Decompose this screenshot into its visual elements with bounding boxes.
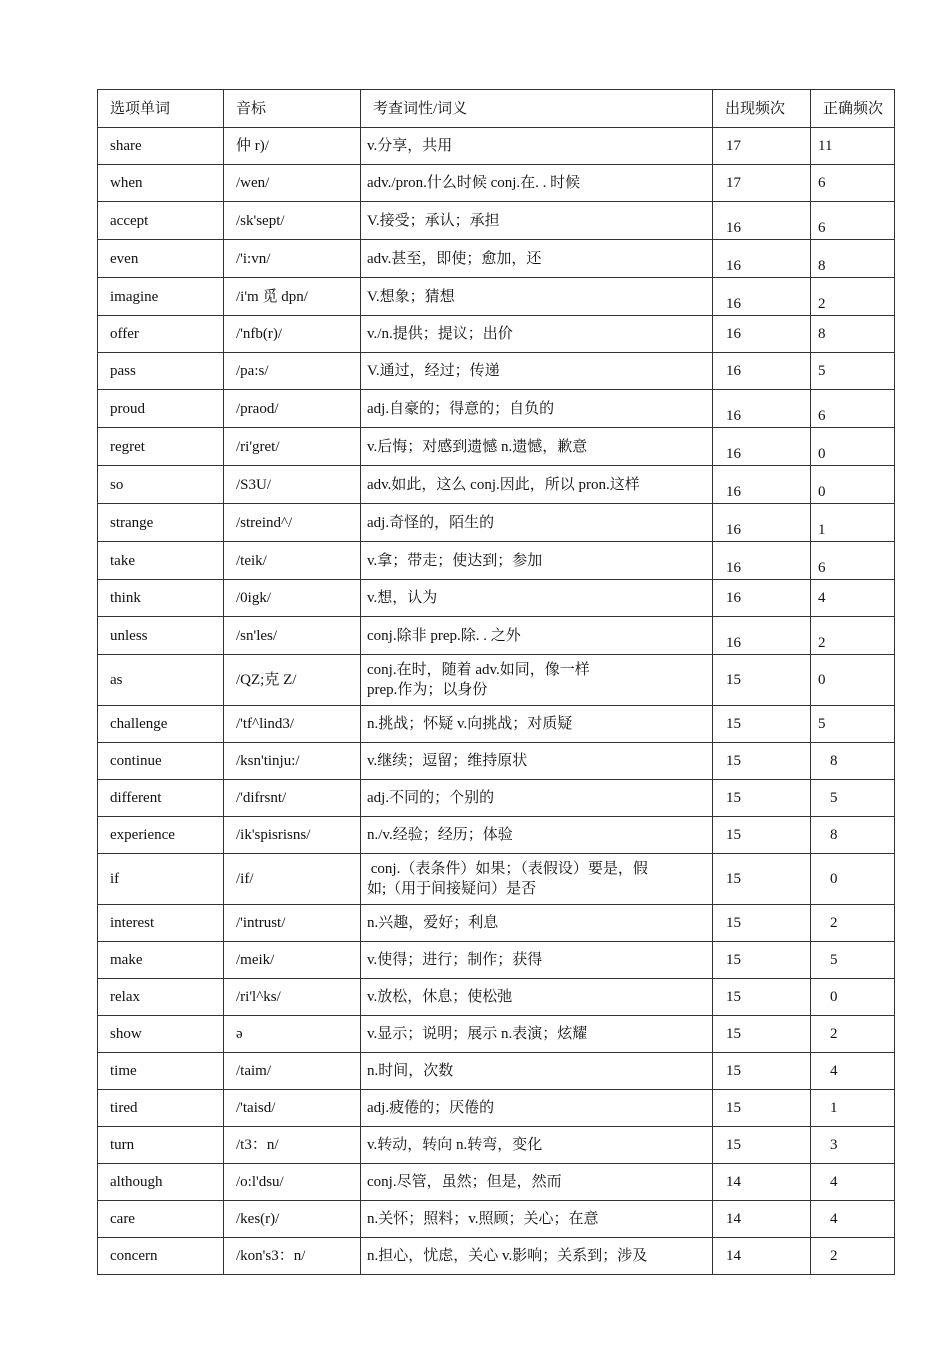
- cell-word: even: [98, 240, 224, 278]
- cell-appear-count: 15: [713, 1127, 811, 1164]
- cell-phonetic: /ik'spisrisns/: [224, 817, 361, 854]
- table-row: [98, 128, 895, 165]
- meaning-line: conj.在时，随着 adv.如同，像一样: [367, 662, 590, 678]
- table-row: [98, 1090, 895, 1127]
- cell-meaning: adj.自豪的；得意的；自负的: [361, 390, 713, 428]
- cell-phonetic: /if/: [224, 854, 361, 905]
- cell-appear-count: 15: [713, 905, 811, 942]
- cell-appear-count: 15: [713, 743, 811, 780]
- cell-word: relax: [98, 979, 224, 1016]
- cell-meaning: v.分享，共用: [361, 128, 713, 165]
- cell-word: imagine: [98, 278, 224, 316]
- table-row: [98, 1016, 895, 1053]
- cell-correct-count: 4: [811, 580, 895, 617]
- cell-phonetic: /teik/: [224, 542, 361, 580]
- table-row: [98, 240, 895, 278]
- cell-correct-count: 2: [811, 1238, 895, 1275]
- cell-word: regret: [98, 428, 224, 466]
- cell-word: if: [98, 854, 224, 905]
- cell-word: unless: [98, 617, 224, 655]
- cell-correct-count: 2: [811, 905, 895, 942]
- cell-correct-count: 5: [811, 353, 895, 390]
- cell-phonetic: /0igk/: [224, 580, 361, 617]
- table-row: [98, 1164, 895, 1201]
- cell-meaning: v.放松，休息；使松弛: [361, 979, 713, 1016]
- cell-phonetic: /'intrust/: [224, 905, 361, 942]
- vocabulary-frequency-table: [97, 89, 895, 1275]
- cell-phonetic: /praod/: [224, 390, 361, 428]
- cell-appear-count: 15: [713, 979, 811, 1016]
- table-row: [98, 353, 895, 390]
- cell-appear-count: 16: [713, 580, 811, 617]
- cell-word: as: [98, 655, 224, 706]
- header-meaning: 考查词性/词义: [361, 90, 713, 128]
- meaning-line: conj.（表条件）如果；（表假设）要是，假: [367, 861, 648, 877]
- table-body: [98, 128, 895, 1275]
- cell-correct-count: 8: [811, 240, 895, 278]
- cell-phonetic: /wen/: [224, 165, 361, 202]
- cell-phonetic: /'taisd/: [224, 1090, 361, 1127]
- cell-phonetic: /QZ;克 Z/: [224, 655, 361, 706]
- cell-correct-count: 0: [811, 979, 895, 1016]
- cell-appear-count: 16: [713, 390, 811, 428]
- cell-word: concern: [98, 1238, 224, 1275]
- table-row: [98, 390, 895, 428]
- table-row: [98, 1053, 895, 1090]
- cell-meaning: adv./pron.什么时候 conj.在. . 时候: [361, 165, 713, 202]
- header-phonetic: 音标: [224, 90, 361, 128]
- cell-appear-count: 16: [713, 428, 811, 466]
- cell-meaning: adv.甚至，即使；愈加，还: [361, 240, 713, 278]
- cell-meaning: v.使得；进行；制作；获得: [361, 942, 713, 979]
- cell-meaning: n.担心，忧虑，关心 v.影响；关系到；涉及: [361, 1238, 713, 1275]
- cell-meaning: conj.除非 prep.除. . 之外: [361, 617, 713, 655]
- cell-appear-count: 15: [713, 1090, 811, 1127]
- cell-correct-count: 6: [811, 165, 895, 202]
- table-row: [98, 316, 895, 353]
- cell-meaning: adj.不同的；个别的: [361, 780, 713, 817]
- cell-meaning: v.转动，转向 n.转弯，变化: [361, 1127, 713, 1164]
- table-row: [98, 542, 895, 580]
- cell-phonetic: /kon's3：n/: [224, 1238, 361, 1275]
- cell-meaning: v.想，认为: [361, 580, 713, 617]
- table-row: [98, 942, 895, 979]
- cell-word: tired: [98, 1090, 224, 1127]
- cell-word: interest: [98, 905, 224, 942]
- cell-correct-count: 5: [811, 780, 895, 817]
- cell-correct-count: 4: [811, 1201, 895, 1238]
- table-row: [98, 1127, 895, 1164]
- cell-word: strange: [98, 504, 224, 542]
- table-row: [98, 580, 895, 617]
- cell-meaning: n.兴趣，爱好；利息: [361, 905, 713, 942]
- cell-phonetic: /meik/: [224, 942, 361, 979]
- cell-correct-count: 1: [811, 504, 895, 542]
- cell-word: share: [98, 128, 224, 165]
- header-correct-count: 正确频次: [811, 90, 895, 128]
- table-row: [98, 979, 895, 1016]
- header-appear-count: 出现频次: [713, 90, 811, 128]
- cell-phonetic: /ri'gret/: [224, 428, 361, 466]
- cell-meaning: adv.如此，这么 conj.因此，所以 pron.这样: [361, 466, 713, 504]
- table-row: [98, 617, 895, 655]
- cell-meaning: v.拿；带走；使达到；参加: [361, 542, 713, 580]
- meaning-line: 如;（用于间接疑问）是否: [367, 881, 537, 897]
- cell-correct-count: 6: [811, 202, 895, 240]
- cell-correct-count: 11: [811, 128, 895, 165]
- cell-phonetic: /'tf^lind3/: [224, 706, 361, 743]
- cell-appear-count: 16: [713, 353, 811, 390]
- cell-appear-count: 16: [713, 278, 811, 316]
- cell-word: different: [98, 780, 224, 817]
- cell-meaning: [361, 854, 713, 905]
- cell-phonetic: /ri'l^ks/: [224, 979, 361, 1016]
- table-row: [98, 165, 895, 202]
- cell-meaning: n.关怀；照料；v.照顾；关心；在意: [361, 1201, 713, 1238]
- cell-meaning: v.继续；逗留；维持原状: [361, 743, 713, 780]
- cell-appear-count: 16: [713, 316, 811, 353]
- cell-word: show: [98, 1016, 224, 1053]
- cell-meaning: [361, 655, 713, 706]
- cell-correct-count: 2: [811, 1016, 895, 1053]
- cell-phonetic: 仲 r)/: [224, 128, 361, 165]
- cell-meaning: V.接受；承认；承担: [361, 202, 713, 240]
- cell-meaning: n.挑战；怀疑 v.向挑战；对质疑: [361, 706, 713, 743]
- cell-word: so: [98, 466, 224, 504]
- cell-phonetic: /i'm 觅 dpn/: [224, 278, 361, 316]
- cell-phonetic: /t3：n/: [224, 1127, 361, 1164]
- cell-appear-count: 16: [713, 240, 811, 278]
- cell-meaning: V.想象；猜想: [361, 278, 713, 316]
- cell-word: time: [98, 1053, 224, 1090]
- cell-correct-count: 8: [811, 817, 895, 854]
- table-row: [98, 706, 895, 743]
- cell-word: turn: [98, 1127, 224, 1164]
- cell-word: pass: [98, 353, 224, 390]
- cell-correct-count: 6: [811, 542, 895, 580]
- cell-correct-count: 4: [811, 1053, 895, 1090]
- cell-appear-count: 16: [713, 466, 811, 504]
- cell-word: when: [98, 165, 224, 202]
- cell-phonetic: /'nfb(r)/: [224, 316, 361, 353]
- cell-appear-count: 17: [713, 128, 811, 165]
- cell-correct-count: 2: [811, 617, 895, 655]
- cell-appear-count: 16: [713, 504, 811, 542]
- cell-phonetic: /taim/: [224, 1053, 361, 1090]
- cell-phonetic: /streind^/: [224, 504, 361, 542]
- table-row: [98, 1238, 895, 1275]
- cell-meaning: V.通过，经过；传递: [361, 353, 713, 390]
- cell-meaning: v.显示；说明；展示 n.表演；炫耀: [361, 1016, 713, 1053]
- cell-correct-count: 6: [811, 390, 895, 428]
- cell-appear-count: 16: [713, 542, 811, 580]
- cell-word: care: [98, 1201, 224, 1238]
- cell-phonetic: /o:l'dsu/: [224, 1164, 361, 1201]
- cell-correct-count: 8: [811, 743, 895, 780]
- cell-word: proud: [98, 390, 224, 428]
- cell-correct-count: 0: [811, 428, 895, 466]
- cell-word: challenge: [98, 706, 224, 743]
- cell-meaning: n./v.经验；经历；体验: [361, 817, 713, 854]
- cell-phonetic: /S3U/: [224, 466, 361, 504]
- cell-appear-count: 15: [713, 706, 811, 743]
- table-row: [98, 278, 895, 316]
- cell-correct-count: 4: [811, 1164, 895, 1201]
- table-row: [98, 854, 895, 905]
- cell-appear-count: 15: [713, 854, 811, 905]
- cell-correct-count: 5: [811, 706, 895, 743]
- cell-appear-count: 15: [713, 1016, 811, 1053]
- table-row: [98, 466, 895, 504]
- cell-appear-count: 15: [713, 655, 811, 706]
- table-row: [98, 743, 895, 780]
- cell-phonetic: /sn'les/: [224, 617, 361, 655]
- table-header-row: [98, 90, 895, 128]
- cell-phonetic: /kes(r)/: [224, 1201, 361, 1238]
- cell-correct-count: 2: [811, 278, 895, 316]
- cell-appear-count: 15: [713, 1053, 811, 1090]
- cell-appear-count: 15: [713, 942, 811, 979]
- cell-appear-count: 16: [713, 617, 811, 655]
- cell-word: experience: [98, 817, 224, 854]
- cell-appear-count: 17: [713, 165, 811, 202]
- cell-appear-count: 15: [713, 780, 811, 817]
- cell-word: think: [98, 580, 224, 617]
- cell-meaning: conj.尽管，虽然；但是，然而: [361, 1164, 713, 1201]
- cell-meaning: adj.疲倦的；厌倦的: [361, 1090, 713, 1127]
- cell-correct-count: 0: [811, 466, 895, 504]
- cell-meaning: v.后悔；对感到遗憾 n.遗憾，歉意: [361, 428, 713, 466]
- cell-appear-count: 14: [713, 1201, 811, 1238]
- cell-appear-count: 14: [713, 1164, 811, 1201]
- table-row: [98, 1201, 895, 1238]
- table-row: [98, 655, 895, 706]
- header-word: 选项单词: [98, 90, 224, 128]
- cell-correct-count: 1: [811, 1090, 895, 1127]
- cell-meaning: n.时间，次数: [361, 1053, 713, 1090]
- cell-meaning: adj.奇怪的，陌生的: [361, 504, 713, 542]
- cell-correct-count: 0: [811, 655, 895, 706]
- cell-word: take: [98, 542, 224, 580]
- cell-phonetic: ə: [224, 1016, 361, 1053]
- cell-phonetic: /sk'sept/: [224, 202, 361, 240]
- table-row: [98, 202, 895, 240]
- cell-phonetic: /'difrsnt/: [224, 780, 361, 817]
- cell-word: make: [98, 942, 224, 979]
- cell-correct-count: 3: [811, 1127, 895, 1164]
- cell-correct-count: 5: [811, 942, 895, 979]
- cell-appear-count: 14: [713, 1238, 811, 1275]
- table-row: [98, 428, 895, 466]
- table-row: [98, 817, 895, 854]
- cell-word: offer: [98, 316, 224, 353]
- cell-word: although: [98, 1164, 224, 1201]
- cell-correct-count: 0: [811, 854, 895, 905]
- cell-phonetic: /'i:vn/: [224, 240, 361, 278]
- table-row: [98, 905, 895, 942]
- cell-phonetic: /pa:s/: [224, 353, 361, 390]
- cell-appear-count: 16: [713, 202, 811, 240]
- table-row: [98, 504, 895, 542]
- cell-meaning: v./n.提供；提议；出价: [361, 316, 713, 353]
- cell-appear-count: 15: [713, 817, 811, 854]
- cell-correct-count: 8: [811, 316, 895, 353]
- meaning-line: prep.作为；以身份: [367, 682, 488, 698]
- table-row: [98, 780, 895, 817]
- cell-word: accept: [98, 202, 224, 240]
- cell-word: continue: [98, 743, 224, 780]
- cell-phonetic: /ksn'tinju:/: [224, 743, 361, 780]
